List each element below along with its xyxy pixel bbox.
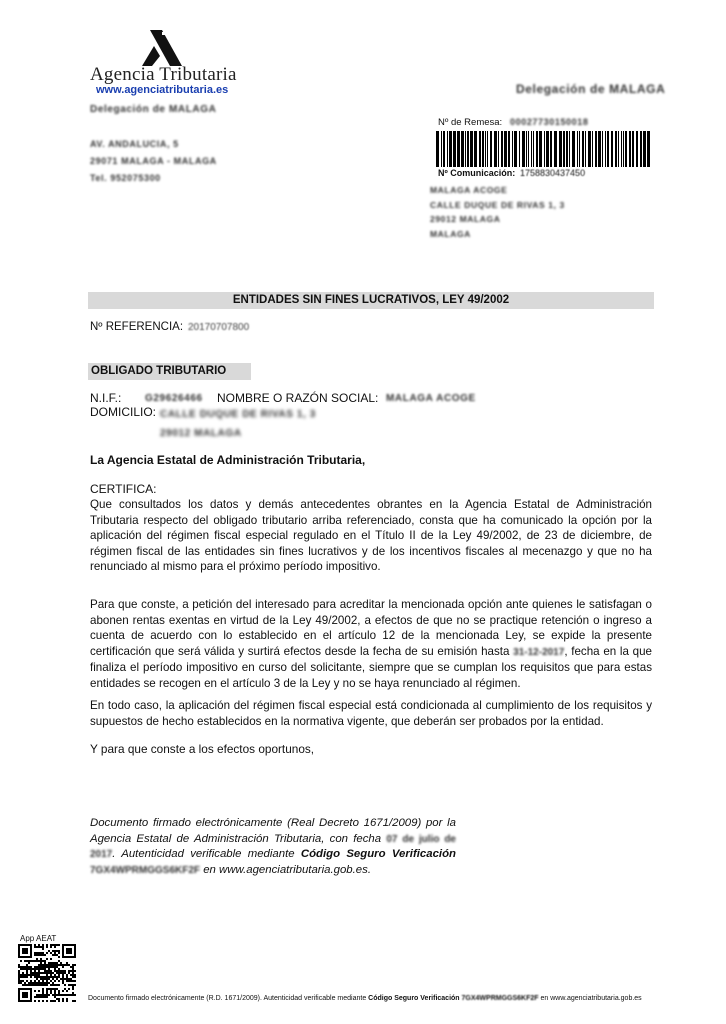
remesa-value: 00027730150018 (510, 117, 589, 127)
footer-csv-label: Código Seguro Verificación (368, 995, 460, 1002)
app-aeat-label: App AEAT (20, 934, 57, 943)
validity-date: 31-12-2017 (513, 646, 565, 658)
firma-text: . Autenticidad verificable mediante (112, 848, 295, 860)
agencia-tributaria-logo-icon (138, 28, 184, 68)
paragraph-validez-text: , fecha en la que finaliza el período impositivo en curso del solicitante, siempre que se cumplan los requisitos que para estas entidades se recogen en el artículo 3 de la Ley y no se haya renunciado al régimen. (90, 644, 652, 690)
firma-text: Documento firmado electrónicamente (Real Decreto 1671/2009) por la Agencia Estatal de Administración Tributaria, con fecha (90, 817, 456, 845)
comunicacion-value: 1758830437450 (520, 168, 586, 178)
comunicacion-label: Nº Comunicación: (438, 168, 516, 178)
sender-address-line: AV. ANDALUCIA, 5 (90, 139, 179, 149)
footer-text (88, 995, 642, 1002)
paragraph-consulta: Que consultados los datos y demás antecedentes obrantes en la Agencia Estatal de Administración Tributaria respecto del obligado tributario arriba referenciado, consta que ha comunicado la opción por la aplicación del régimen fiscal especial regulado en el Título II de la Ley 49/2002, de 23 de diciembre, de régimen fiscal de las entidades sin fines lucrativos y de los incentivos fiscales al mecenazgo y que no ha renunciado al mismo para el próximo período impositivo. (90, 498, 652, 573)
firma-date: 07 de julio de 2017 (90, 833, 456, 860)
logo-url[interactable]: www.agenciatributaria.es (96, 84, 229, 96)
footer-csv-value: 7GX4WPRMGGS6KF2F (461, 995, 539, 1002)
nombre-value: MALAGA ACOGE (386, 393, 476, 404)
recipient-line: 29012 MALAGA (430, 214, 501, 224)
nombre-label: NOMBRE O RAZÓN SOCIAL: (217, 391, 379, 405)
paragraph-validez (90, 597, 652, 691)
footer-text-b: en www.agenciatributaria.gob.es (540, 995, 642, 1002)
document-title: ENTIDADES SIN FINES LUCRATIVOS, LEY 49/2002 (232, 294, 510, 306)
csv-label: Código Seguro Verificación (300, 848, 456, 860)
recipient-line: MALAGA ACOGE (430, 185, 508, 195)
remesa-label: Nº de Remesa: (438, 117, 503, 128)
qr-code-icon[interactable] (18, 944, 76, 1002)
footer-text-a: Documento firmado electrónicamente (R.D. 1671/2009). Autenticidad verificable mediante (88, 995, 367, 1002)
agency-heading: La Agencia Estatal de Administración Tributaria, (90, 453, 366, 467)
csv-value: 7GX4WPRMGGS6KF2F (90, 864, 201, 876)
paragraph-condiciones: En todo caso, la aplicación del régimen fiscal especial está condicionada al cumplimiento de los requisitos y supuestos de hecho establecidos en la normativa vigente, que deberán ser probados por la entidad. (90, 699, 652, 728)
sender-address-line: Tel. 952075300 (90, 173, 161, 183)
firma-block (90, 816, 456, 878)
delegacion-sender: Delegación de MALAGA (90, 104, 217, 115)
delegacion-header: Delegación de MALAGA (516, 82, 666, 96)
referencia-value: 20170707800 (188, 322, 250, 333)
recipient-line: CALLE DUQUE DE RIVAS 1, 3 (430, 200, 565, 210)
domicilio-label: DOMICILIO: (90, 405, 157, 419)
firma-text: en www.agenciatributaria.gob.es. (203, 863, 371, 876)
domicilio-value: 29012 MALAGA (160, 428, 242, 439)
referencia-label: Nº REFERENCIA: (90, 321, 184, 333)
recipient-line: MALAGA (430, 229, 471, 239)
domicilio-value: CALLE DUQUE DE RIVAS 1, 3 (160, 409, 316, 420)
sender-address-line: 29071 MALAGA - MALAGA (90, 156, 217, 166)
obligado-heading: OBLIGADO TRIBUTARIO (91, 365, 227, 377)
paragraph-validez-text: Para que conste, a petición del interesado para acreditar la mencionada opción ante quienes le satisfagan o abonen rentas exentas en virtud de la Ley 49/2002, a efectos de que no se practique retención o ingreso a cuenta de acuerdo con lo establecido en el artículo 12 de la mencionada Ley, se expide la presente certificación que será válida y surtirá efectos desde la fecha de su emisión hasta (90, 598, 652, 658)
nif-label: N.I.F.: (90, 391, 122, 405)
barcode-icon (436, 131, 652, 167)
certifica-heading: CERTIFICA: (90, 482, 157, 496)
nif-value: G29626466 (145, 393, 203, 404)
closing-text: Y para que conste a los efectos oportunos, (90, 742, 315, 756)
logo-text: Agencia Tributaria (90, 64, 237, 85)
